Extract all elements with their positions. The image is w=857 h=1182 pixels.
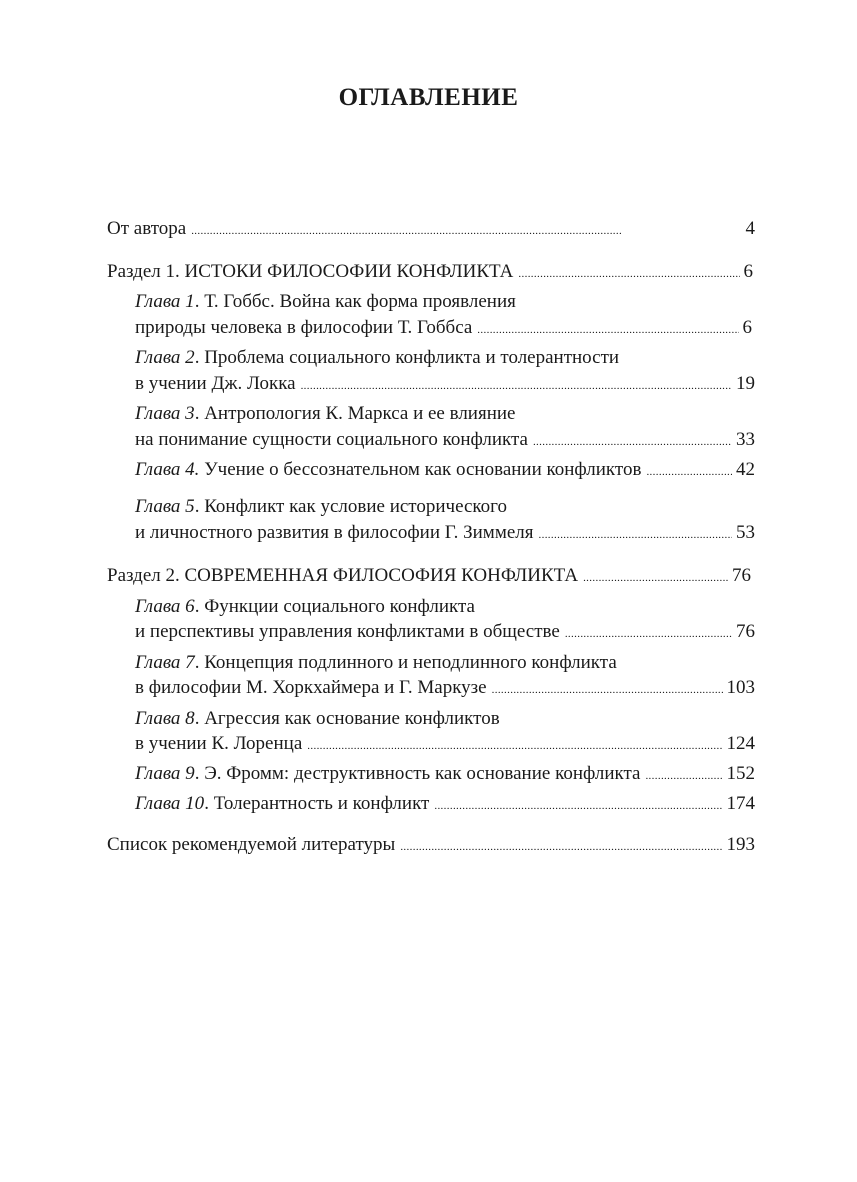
- chapter-label: Глава 7: [135, 652, 195, 673]
- leader-dots: [400, 833, 722, 859]
- chapter-label: Глава 8: [135, 708, 195, 729]
- chapter-label: Глава 9: [135, 763, 195, 784]
- chapter-title-line1: . Толерантность и конфликт: [204, 793, 430, 814]
- toc-entry-from-author[interactable]: [107, 217, 755, 241]
- toc-page-number: 124: [726, 733, 755, 754]
- chapter-title-line1: Учение о бессознательном как основании конфликтов: [199, 459, 642, 480]
- toc-entry-chapter-1-cont[interactable]: [135, 316, 752, 340]
- leader-dots: [477, 316, 738, 342]
- chapter-label: Глава 2: [135, 347, 195, 368]
- leader-dots: [492, 676, 723, 702]
- toc-page-number: 19: [736, 373, 755, 394]
- chapter-title-line2: природы человека в философии Т. Гоббса: [135, 317, 473, 338]
- toc-entry-chapter-10[interactable]: [135, 792, 755, 816]
- toc-entry-chapter-7[interactable]: [135, 651, 617, 675]
- toc-page-number: 33: [736, 429, 755, 450]
- chapter-title-line1: . Т. Гоббс. Война как форма проявления: [194, 291, 516, 312]
- toc-entry-chapter-6[interactable]: [135, 595, 475, 619]
- toc-entry-chapter-8[interactable]: [135, 707, 500, 731]
- chapter-label: Глава 3: [135, 403, 195, 424]
- chapter-title-line2: в учении Дж. Локка: [135, 373, 296, 394]
- chapter-label: Глава 1: [135, 291, 195, 312]
- page-title: ОГЛАВЛЕНИЕ: [338, 84, 519, 111]
- toc-entry-chapter-4[interactable]: [135, 458, 755, 482]
- toc-entry-chapter-9[interactable]: [135, 762, 755, 786]
- toc-page-number: 152: [726, 763, 755, 784]
- toc-entry-section-2[interactable]: [107, 564, 751, 588]
- toc-entry-chapter-6-cont[interactable]: [135, 620, 755, 644]
- toc-entry-text: Раздел 2. СОВРЕМЕННАЯ ФИЛОСОФИЯ КОНФЛИКТА: [107, 565, 579, 586]
- chapter-label: Глава 10: [135, 793, 205, 814]
- toc-page-number: 6: [742, 317, 752, 338]
- chapter-label: Глава 4.: [135, 459, 200, 480]
- chapter-title-line1: . Э. Фромм: деструктивность как основание конфликта: [194, 763, 641, 784]
- chapter-title-line1: . Агрессия как основание конфликтов: [194, 708, 500, 729]
- chapter-title-line2: на понимание сущности социального конфликта: [135, 429, 528, 450]
- toc-page-number: 6: [743, 261, 753, 282]
- toc-page-number: 103: [726, 677, 755, 698]
- toc-page-number: 76: [732, 565, 751, 586]
- leader-dots: [533, 428, 732, 454]
- chapter-label: Глава 6: [135, 596, 195, 617]
- toc-entry-chapter-2[interactable]: [135, 346, 619, 370]
- chapter-title-line1: . Антропология К. Маркса и ее влияние: [194, 403, 516, 424]
- toc-entry-chapter-3[interactable]: [135, 402, 515, 426]
- chapter-title-line2: в учении К. Лоренца: [135, 733, 303, 754]
- toc-entry-chapter-7-cont[interactable]: [135, 676, 755, 700]
- chapter-title-line2: и перспективы управления конфликтами в обществе: [135, 621, 560, 642]
- toc-entry-chapter-3-cont[interactable]: [135, 428, 755, 452]
- leader-dots: [518, 260, 739, 286]
- leader-dots: [539, 521, 733, 547]
- toc-entry-chapter-2-cont[interactable]: [135, 372, 755, 396]
- chapter-title-line1: . Конфликт как условие исторического: [194, 496, 507, 517]
- toc-entry-text: Раздел 1. ИСТОКИ ФИЛОСОФИИ КОНФЛИКТА: [107, 261, 514, 282]
- toc-entry-chapter-5[interactable]: [135, 495, 507, 519]
- toc-page-number: 193: [726, 834, 755, 855]
- toc-entry-chapter-8-cont[interactable]: [135, 732, 755, 756]
- leader-dots: [565, 620, 732, 646]
- leader-dots: [645, 762, 722, 788]
- leader-dots: [646, 458, 732, 484]
- toc-page-number: 76: [736, 621, 755, 642]
- chapter-title-line1: . Проблема социального конфликта и толерантности: [194, 347, 620, 368]
- leader-dots: [434, 792, 722, 818]
- toc-page-number: 42: [736, 459, 755, 480]
- toc-page-number: 53: [736, 522, 755, 543]
- toc-page-number: 174: [726, 793, 755, 814]
- toc-entry-text: От автора: [107, 218, 187, 239]
- chapter-label: Глава 5: [135, 496, 195, 517]
- chapter-title-line1: . Функции социального конфликта: [194, 596, 475, 617]
- toc-entry-text: Список рекомендуемой литературы: [107, 834, 396, 855]
- toc-entry-chapter-1[interactable]: [135, 290, 516, 314]
- leader-dots: [307, 732, 722, 758]
- toc-entry-section-1[interactable]: [107, 260, 753, 284]
- chapter-title-line1: . Концепция подлинного и неподлинного конфликта: [194, 652, 617, 673]
- chapter-title-line2: и личностного развития в философии Г. Зиммеля: [135, 522, 534, 543]
- chapter-title-line2: в философии М. Хоркхаймера и Г. Маркузе: [135, 677, 487, 698]
- leader-dots: [301, 372, 732, 398]
- leader-dots: [191, 217, 741, 243]
- leader-dots: [583, 564, 728, 590]
- toc-page-number: 4: [745, 218, 755, 239]
- toc-entry-literature[interactable]: [107, 833, 755, 857]
- toc-entry-chapter-5-cont[interactable]: [135, 521, 755, 545]
